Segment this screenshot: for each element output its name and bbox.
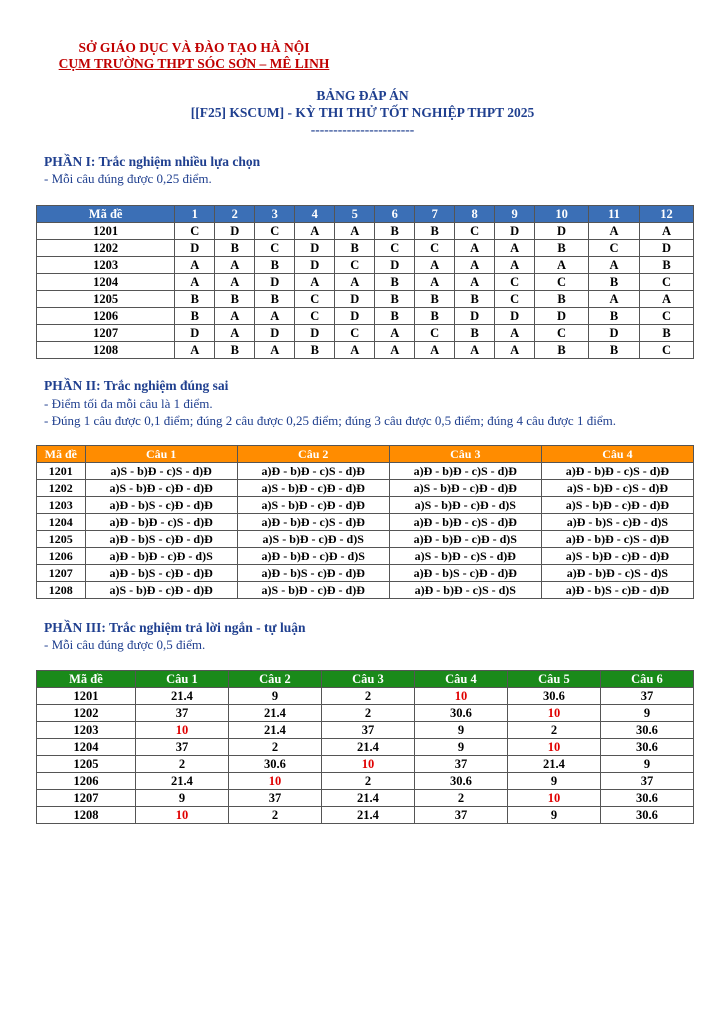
answer-cell: a)Đ - b)Đ - c)S - d)Đ <box>237 514 389 531</box>
part3-answer-table <box>36 670 694 824</box>
part2-note-2: - Đúng 1 câu được 0,1 điểm; đúng 2 câu được 0,25 điểm; đúng 3 câu được 0,5 điểm; đúng 4 câu được 1 điểm. <box>44 413 616 428</box>
answer-cell: C <box>495 291 535 308</box>
table-row <box>37 240 694 257</box>
answer-cell: C <box>535 325 589 342</box>
answer-cell: A <box>215 257 255 274</box>
exam-code-cell: 1203 <box>37 722 136 739</box>
answer-cell: D <box>295 325 335 342</box>
answer-cell: B <box>215 342 255 359</box>
part2-col-header: Câu 4 <box>541 446 693 463</box>
answer-cell: 9 <box>414 739 507 756</box>
answer-cell: A <box>215 308 255 325</box>
answer-cell: C <box>175 223 215 240</box>
answer-cell: D <box>535 308 589 325</box>
answer-cell: a)Đ - b)Đ - c)Đ - d)S <box>85 548 237 565</box>
answer-cell: A <box>640 223 694 240</box>
part1-col-header: 2 <box>215 206 255 223</box>
answer-cell: 9 <box>228 688 321 705</box>
answer-cell: 9 <box>600 705 693 722</box>
school-cluster-name: CỤM TRƯỜNG THPT SÓC SƠN – MÊ LINH <box>58 56 330 71</box>
answer-cell: B <box>375 223 415 240</box>
table-row <box>37 548 694 565</box>
answer-cell: D <box>215 223 255 240</box>
exam-code-cell: 1205 <box>37 756 136 773</box>
answer-cell: D <box>255 274 295 291</box>
answer-cell: C <box>535 274 589 291</box>
table-row <box>37 722 694 739</box>
answer-cell: D <box>335 291 375 308</box>
answer-cell: 2 <box>135 756 228 773</box>
part2-col-header: Mã đề <box>37 446 86 463</box>
part2-answer-table <box>36 445 694 599</box>
answer-cell: a)Đ - b)Đ - c)Đ - d)S <box>237 548 389 565</box>
part1-answer-table <box>36 205 694 359</box>
exam-code-cell: 1204 <box>37 514 86 531</box>
table-row <box>37 531 694 548</box>
title-separator: ----------------------- <box>310 122 415 137</box>
answer-cell: A <box>588 291 639 308</box>
answer-cell: D <box>295 257 335 274</box>
answer-cell: C <box>255 223 295 240</box>
part3-heading: PHẦN III: Trắc nghiệm trả lời ngắn - tự luận <box>44 620 306 635</box>
answer-cell: 9 <box>600 756 693 773</box>
part1-col-header: 10 <box>535 206 589 223</box>
answer-cell: C <box>455 223 495 240</box>
answer-cell: 9 <box>507 807 600 824</box>
table-row <box>37 274 694 291</box>
answer-cell: a)S - b)Đ - c)Đ - d)Đ <box>541 548 693 565</box>
answer-cell: 10 <box>135 807 228 824</box>
answer-cell: a)Đ - b)S - c)Đ - d)Đ <box>389 565 541 582</box>
answer-cell: B <box>640 257 694 274</box>
answer-cell: a)Đ - b)Đ - c)S - d)Đ <box>237 463 389 480</box>
exam-code-cell: 1202 <box>37 240 175 257</box>
answer-cell: 10 <box>507 705 600 722</box>
answer-cell: A <box>640 291 694 308</box>
answer-cell: a)S - b)Đ - c)Đ - d)Đ <box>85 582 237 599</box>
table-row <box>37 480 694 497</box>
department-name: SỞ GIÁO DỤC VÀ ĐÀO TẠO HÀ NỘI <box>78 40 310 55</box>
answer-cell: A <box>495 325 535 342</box>
part1-col-header: 12 <box>640 206 694 223</box>
answer-cell: B <box>215 291 255 308</box>
answer-cell: a)Đ - b)Đ - c)S - d)Đ <box>541 531 693 548</box>
answer-cell: D <box>255 325 295 342</box>
answer-cell: 9 <box>414 722 507 739</box>
answer-cell: A <box>175 257 215 274</box>
exam-code-cell: 1208 <box>37 807 136 824</box>
part3-col-header: Câu 6 <box>600 671 693 688</box>
answer-cell: A <box>215 325 255 342</box>
exam-code-cell: 1206 <box>37 773 136 790</box>
part1-col-header: 9 <box>495 206 535 223</box>
exam-code-cell: 1203 <box>37 257 175 274</box>
answer-cell: a)Đ - b)Đ - c)S - d)S <box>541 565 693 582</box>
table-row <box>37 497 694 514</box>
answer-cell: C <box>640 342 694 359</box>
table-row <box>37 223 694 240</box>
part1-heading: PHẦN I: Trắc nghiệm nhiều lựa chọn <box>44 154 261 169</box>
answer-cell: 30.6 <box>600 790 693 807</box>
answer-cell: 10 <box>228 773 321 790</box>
answer-cell: A <box>415 274 455 291</box>
answer-cell: 21.4 <box>228 722 321 739</box>
part1-col-header: Mã đề <box>37 206 175 223</box>
answer-cell: a)Đ - b)S - c)Đ - d)Đ <box>237 565 389 582</box>
exam-code-cell: 1208 <box>37 582 86 599</box>
exam-code-cell: 1202 <box>37 705 136 722</box>
part1-col-header: 6 <box>375 206 415 223</box>
answer-cell: 10 <box>414 688 507 705</box>
answer-cell: 2 <box>414 790 507 807</box>
answer-cell: B <box>375 291 415 308</box>
table-row <box>37 688 694 705</box>
answer-cell: B <box>588 342 639 359</box>
table-row <box>37 565 694 582</box>
table-row <box>37 705 694 722</box>
answer-cell: 37 <box>414 807 507 824</box>
exam-code-cell: 1203 <box>37 497 86 514</box>
table-row <box>37 291 694 308</box>
answer-cell: A <box>375 342 415 359</box>
table-row <box>37 756 694 773</box>
answer-cell: B <box>335 240 375 257</box>
part1-col-header: 11 <box>588 206 639 223</box>
answer-cell: 30.6 <box>600 739 693 756</box>
answer-cell: C <box>495 274 535 291</box>
table-row <box>37 582 694 599</box>
answer-cell: 2 <box>321 705 414 722</box>
answer-cell: D <box>375 257 415 274</box>
answer-cell: A <box>255 342 295 359</box>
answer-cell: D <box>588 325 639 342</box>
answer-cell: 30.6 <box>600 807 693 824</box>
answer-cell: a)S - b)Đ - c)Đ - d)Đ <box>389 480 541 497</box>
table-row <box>37 773 694 790</box>
part3-col-header: Câu 5 <box>507 671 600 688</box>
answer-cell: a)Đ - b)S - c)Đ - d)Đ <box>541 582 693 599</box>
exam-code-cell: 1206 <box>37 308 175 325</box>
answer-cell: a)Đ - b)S - c)Đ - d)Đ <box>85 531 237 548</box>
answer-cell: A <box>415 342 455 359</box>
part2-col-header: Câu 2 <box>237 446 389 463</box>
part3-col-header: Câu 1 <box>135 671 228 688</box>
answer-cell: 37 <box>135 739 228 756</box>
part1-col-header: 7 <box>415 206 455 223</box>
answer-cell: D <box>535 223 589 240</box>
part1-col-header: 5 <box>335 206 375 223</box>
answer-cell: A <box>455 257 495 274</box>
answer-cell: a)S - b)Đ - c)S - d)Đ <box>389 548 541 565</box>
exam-code-cell: 1201 <box>37 463 86 480</box>
table-row <box>37 514 694 531</box>
answer-cell: D <box>335 308 375 325</box>
answer-cell: B <box>375 308 415 325</box>
answer-cell: B <box>255 257 295 274</box>
answer-cell: 30.6 <box>414 705 507 722</box>
answer-cell: a)Đ - b)Đ - c)S - d)Đ <box>85 514 237 531</box>
answer-cell: 2 <box>321 773 414 790</box>
answer-cell: A <box>215 274 255 291</box>
exam-code-cell: 1204 <box>37 274 175 291</box>
answer-cell: B <box>588 308 639 325</box>
answer-cell: 10 <box>135 722 228 739</box>
answer-cell: 2 <box>321 688 414 705</box>
answer-cell: D <box>295 240 335 257</box>
answer-cell: C <box>295 308 335 325</box>
answer-cell: a)Đ - b)Đ - c)S - d)S <box>389 582 541 599</box>
answer-cell: B <box>175 308 215 325</box>
answer-cell: 2 <box>507 722 600 739</box>
table-row <box>37 257 694 274</box>
answer-cell: 30.6 <box>414 773 507 790</box>
answer-cell: a)S - b)Đ - c)S - d)Đ <box>541 480 693 497</box>
answer-cell: a)S - b)Đ - c)Đ - d)S <box>237 531 389 548</box>
answer-cell: 21.4 <box>321 739 414 756</box>
answer-cell: 9 <box>507 773 600 790</box>
answer-cell: B <box>535 291 589 308</box>
table-row <box>37 325 694 342</box>
answer-cell: D <box>455 308 495 325</box>
answer-cell: B <box>415 291 455 308</box>
answer-cell: B <box>535 342 589 359</box>
answer-cell: A <box>295 274 335 291</box>
exam-code-cell: 1204 <box>37 739 136 756</box>
answer-cell: a)S - b)Đ - c)S - d)Đ <box>85 463 237 480</box>
answer-cell: 37 <box>600 688 693 705</box>
part1-note: - Mỗi câu đúng được 0,25 điểm. <box>44 171 212 186</box>
answer-cell: A <box>415 257 455 274</box>
answer-cell: 30.6 <box>228 756 321 773</box>
exam-code-cell: 1207 <box>37 565 86 582</box>
exam-code-cell: 1207 <box>37 325 175 342</box>
table-row <box>37 342 694 359</box>
exam-code-cell: 1202 <box>37 480 86 497</box>
table-row <box>37 790 694 807</box>
answer-cell: D <box>175 325 215 342</box>
part1-col-header: 3 <box>255 206 295 223</box>
answer-cell: 9 <box>135 790 228 807</box>
answer-cell: a)Đ - b)S - c)Đ - d)S <box>541 514 693 531</box>
answer-cell: 37 <box>135 705 228 722</box>
answer-cell: A <box>455 240 495 257</box>
answer-cell: 10 <box>507 790 600 807</box>
answer-cell: 10 <box>321 756 414 773</box>
answer-cell: A <box>175 274 215 291</box>
part3-note: - Mỗi câu đúng được 0,5 điểm. <box>44 637 206 652</box>
answer-cell: a)S - b)Đ - c)Đ - d)S <box>389 497 541 514</box>
answer-cell: a)S - b)Đ - c)Đ - d)Đ <box>237 582 389 599</box>
part1-col-header: 1 <box>175 206 215 223</box>
answer-cell: B <box>295 342 335 359</box>
answer-cell: 37 <box>228 790 321 807</box>
answer-cell: 21.4 <box>321 790 414 807</box>
part1-col-header: 4 <box>295 206 335 223</box>
answer-cell: a)Đ - b)S - c)Đ - d)Đ <box>85 497 237 514</box>
answer-cell: B <box>588 274 639 291</box>
answer-cell: B <box>375 274 415 291</box>
answer-cell: 30.6 <box>507 688 600 705</box>
part3-col-header: Câu 4 <box>414 671 507 688</box>
table-row <box>37 308 694 325</box>
answer-cell: a)S - b)Đ - c)Đ - d)Đ <box>237 497 389 514</box>
table-row <box>37 739 694 756</box>
answer-cell: 37 <box>414 756 507 773</box>
answer-cell: D <box>640 240 694 257</box>
answer-cell: B <box>255 291 295 308</box>
exam-code-cell: 1205 <box>37 531 86 548</box>
answer-cell: B <box>415 308 455 325</box>
answer-cell: C <box>335 325 375 342</box>
answer-cell: D <box>175 240 215 257</box>
answer-cell: B <box>215 240 255 257</box>
part2-col-header: Câu 1 <box>85 446 237 463</box>
answer-cell: B <box>455 325 495 342</box>
answer-cell: C <box>295 291 335 308</box>
exam-code-cell: 1201 <box>37 688 136 705</box>
answer-cell: a)S - b)Đ - c)Đ - d)Đ <box>85 480 237 497</box>
answer-cell: A <box>455 274 495 291</box>
doc-title: BẢNG ĐÁP ÁN <box>316 88 409 103</box>
answer-cell: a)Đ - b)Đ - c)S - d)Đ <box>389 463 541 480</box>
answer-cell: a)S - b)Đ - c)Đ - d)Đ <box>541 497 693 514</box>
answer-cell: A <box>495 240 535 257</box>
answer-cell: C <box>415 325 455 342</box>
exam-code-cell: 1201 <box>37 223 175 240</box>
exam-code-cell: 1208 <box>37 342 175 359</box>
answer-cell: A <box>375 325 415 342</box>
answer-cell: a)Đ - b)Đ - c)S - d)Đ <box>389 514 541 531</box>
part2-col-header: Câu 3 <box>389 446 541 463</box>
answer-cell: 21.4 <box>321 807 414 824</box>
answer-cell: B <box>640 325 694 342</box>
part3-col-header: Câu 2 <box>228 671 321 688</box>
answer-cell: 21.4 <box>135 688 228 705</box>
answer-cell: A <box>588 257 639 274</box>
table-row <box>37 807 694 824</box>
answer-cell: A <box>335 274 375 291</box>
answer-cell: B <box>535 240 589 257</box>
answer-cell: A <box>495 257 535 274</box>
answer-cell: 10 <box>507 739 600 756</box>
exam-title: [[F25] KSCUM] - KỲ THI THỬ TỐT NGHIỆP THPT 2025 <box>190 105 535 120</box>
answer-cell: B <box>415 223 455 240</box>
answer-cell: C <box>588 240 639 257</box>
answer-cell: C <box>640 274 694 291</box>
answer-cell: A <box>495 342 535 359</box>
answer-cell: C <box>640 308 694 325</box>
answer-cell: B <box>175 291 215 308</box>
answer-cell: C <box>375 240 415 257</box>
answer-cell: a)Đ - b)Đ - c)Đ - d)S <box>389 531 541 548</box>
part2-note-1: - Điểm tối đa mỗi câu là 1 điểm. <box>44 396 213 411</box>
part1-col-header: 8 <box>455 206 495 223</box>
answer-cell: 21.4 <box>135 773 228 790</box>
answer-cell: a)S - b)Đ - c)Đ - d)Đ <box>237 480 389 497</box>
exam-code-cell: 1207 <box>37 790 136 807</box>
answer-cell: 2 <box>228 807 321 824</box>
exam-code-cell: 1205 <box>37 291 175 308</box>
answer-cell: 2 <box>228 739 321 756</box>
answer-cell: 37 <box>600 773 693 790</box>
table-row <box>37 463 694 480</box>
answer-cell: C <box>335 257 375 274</box>
answer-cell: 21.4 <box>507 756 600 773</box>
answer-cell: A <box>455 342 495 359</box>
answer-cell: A <box>255 308 295 325</box>
answer-cell: 30.6 <box>600 722 693 739</box>
answer-cell: B <box>455 291 495 308</box>
answer-cell: A <box>335 223 375 240</box>
answer-cell: A <box>535 257 589 274</box>
answer-cell: A <box>295 223 335 240</box>
answer-cell: A <box>335 342 375 359</box>
part3-col-header: Câu 3 <box>321 671 414 688</box>
answer-cell: A <box>588 223 639 240</box>
part2-heading: PHẦN II: Trắc nghiệm đúng sai <box>44 378 229 393</box>
answer-cell: 37 <box>321 722 414 739</box>
answer-cell: 21.4 <box>228 705 321 722</box>
answer-cell: C <box>415 240 455 257</box>
answer-cell: a)Đ - b)Đ - c)S - d)Đ <box>541 463 693 480</box>
part3-col-header: Mã đề <box>37 671 136 688</box>
exam-code-cell: 1206 <box>37 548 86 565</box>
answer-cell: A <box>175 342 215 359</box>
answer-cell: D <box>495 308 535 325</box>
answer-cell: a)Đ - b)S - c)Đ - d)Đ <box>85 565 237 582</box>
answer-cell: D <box>495 223 535 240</box>
answer-cell: C <box>255 240 295 257</box>
